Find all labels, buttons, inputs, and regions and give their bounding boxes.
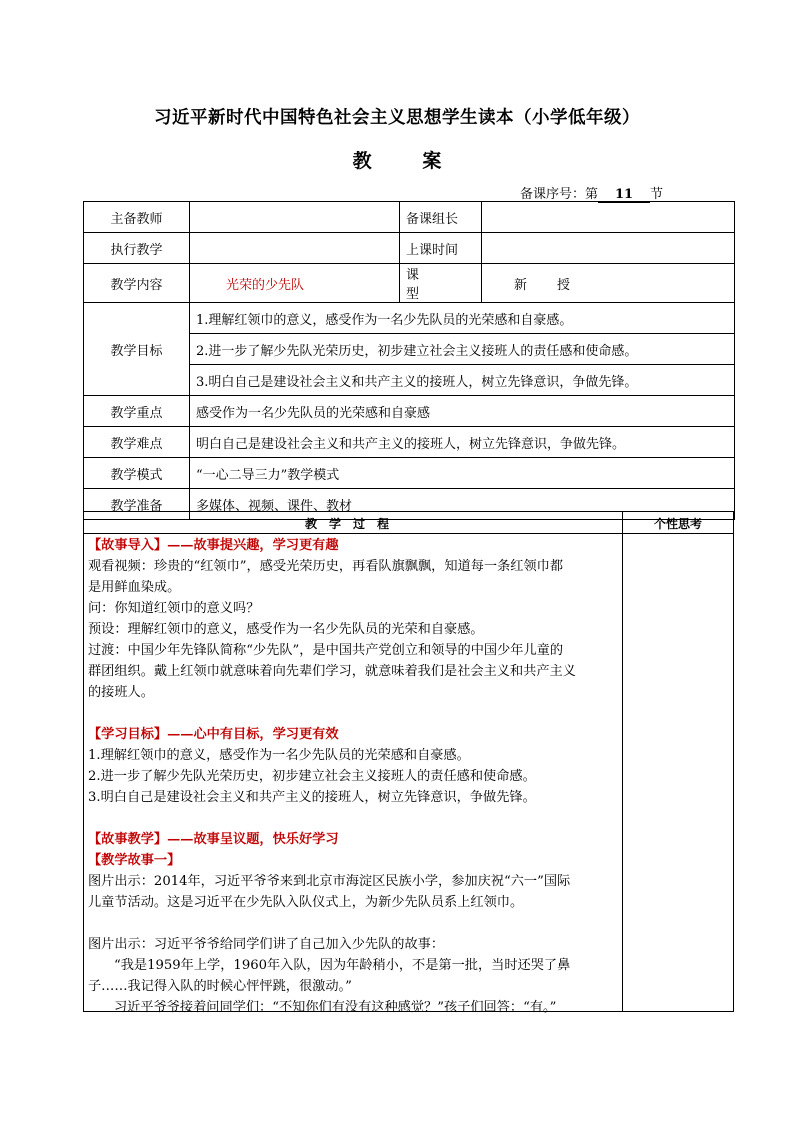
- type-label: 课型: [400, 264, 482, 303]
- paragraph-line: 2.进一步了解少先队光荣历史，初步建立社会主义接班人的责任感和使命感。: [88, 769, 536, 784]
- serial-suffix: 节: [650, 187, 664, 202]
- paragraph-line: “我是1959年上学，1960年入队，因为年龄稍小，不是第一批，当时还哭了鼻: [114, 958, 571, 973]
- table-row: [84, 264, 735, 303]
- table-row: [84, 303, 735, 334]
- document-subtitle: [0, 146, 794, 173]
- table-row: [84, 202, 735, 233]
- table-row: [84, 458, 735, 489]
- mode-value: “一心二导三力”教学模式: [190, 458, 735, 489]
- difficulty-label: 教学难点: [84, 427, 190, 458]
- paragraph-line: 过渡：中国少年先锋队简称“少先队”，是中国共产党创立和领导的中国少年儿童的: [88, 643, 564, 658]
- paragraph-line: 儿童节活动。这是习近平在少先队入队仪式上，为新少先队员系上红领巾。: [88, 895, 524, 910]
- paragraph-line: 预设：理解红领巾的意义，感受作为一名少先队员的光荣和自豪感。: [88, 622, 484, 637]
- process-heading: 教学过程: [304, 517, 401, 531]
- exec-teacher-field[interactable]: [190, 233, 400, 264]
- lesson-serial: [520, 183, 663, 203]
- class-time-field[interactable]: [482, 233, 735, 264]
- table-row: [84, 427, 735, 458]
- section-title: 【故事导入】——故事提兴趣，学习更有趣: [88, 538, 339, 553]
- exec-teacher-label: 执行教学: [84, 233, 190, 264]
- paragraph-line: 图片出示：2014年，习近平爷爷来到北京市海淀区民族小学，参加庆祝“六一”国际: [88, 874, 571, 889]
- mode-label: 教学模式: [84, 458, 190, 489]
- paragraph-line: 观看视频：珍贵的“红领巾”，感受光荣历史，再看队旗飘飘，知道每一条红领巾都: [88, 559, 564, 574]
- prep-value: 多媒体、视频、课件、教材: [190, 489, 735, 520]
- lead-teacher-label: 主备教师: [84, 202, 190, 233]
- group-leader-field[interactable]: [482, 202, 735, 233]
- section-subtitle: 【教学故事一】: [88, 853, 181, 868]
- key-point-label: 教学重点: [84, 396, 190, 427]
- paragraph-line: 1.理解红领巾的意义，感受作为一名少先队员的光荣感和自豪感。: [88, 748, 470, 763]
- paragraph-line: 是用鲜血染成。: [88, 580, 181, 595]
- goal-item: 1.理解红领巾的意义，感受作为一名少先队员的光荣感和自豪感。: [190, 303, 735, 334]
- content-label: 教学内容: [84, 264, 190, 303]
- serial-prefix: 备课序号：第: [520, 187, 599, 202]
- lead-teacher-field[interactable]: [190, 202, 400, 233]
- paragraph-line: 习近平爷爷接着问同学们：“不知你们有没有这种感觉？”孩子们回答：“有。”: [114, 1000, 557, 1015]
- subtitle-char-1: 教: [352, 150, 372, 172]
- document-title: 习近平新时代中国特色社会主义思想学生读本（小学低年级）: [154, 108, 640, 128]
- table-row: [84, 233, 735, 264]
- content-value: 光荣的少先队: [190, 264, 400, 303]
- subtitle-char-2: 案: [422, 150, 442, 172]
- table-row: [84, 396, 735, 427]
- process-header: [84, 512, 733, 534]
- difficulty-value: 明白自己是建设社会主义和共产主义的接班人，树立先锋意识，争做先锋。: [190, 427, 735, 458]
- paragraph-line: 3.明白自己是建设社会主义和共产主义的接班人，树立先锋意识，争做先锋。: [88, 790, 536, 805]
- goal-item: 3.明白自己是建设社会主义和共产主义的接班人，树立先锋意识，争做先锋。: [190, 365, 735, 396]
- reflection-heading: 个性思考: [653, 517, 702, 531]
- paragraph-line: 图片出示：习近平爷爷给同学们讲了自己加入少先队的故事：: [88, 937, 445, 952]
- paragraph-line: 群团组织。戴上红领巾就意味着向先辈们学习，就意味着我们是社会主义和共产主义: [88, 664, 576, 679]
- paragraph-line: 问：你知道红领巾的意义吗？: [88, 601, 260, 616]
- group-leader-label: 备课组长: [400, 202, 482, 233]
- goals-label: 教学目标: [84, 303, 190, 396]
- serial-number: 11: [598, 188, 650, 203]
- section-title: 【故事教学】——故事呈议题，快乐好学习: [88, 832, 339, 847]
- paragraph-line: 子……我记得入队的时候心怦怦跳，很激动。”: [88, 979, 352, 994]
- class-time-label: 上课时间: [400, 233, 482, 264]
- teaching-process-section: [83, 511, 734, 1015]
- process-content: [88, 535, 616, 1018]
- goal-item: 2.进一步了解少先队光荣历史，初步建立社会主义接班人的责任感和使命感。: [190, 334, 735, 365]
- key-point-value: 感受作为一名少先队员的光荣感和自豪感: [190, 396, 735, 427]
- lesson-info-table: [83, 201, 735, 520]
- prep-label: 教学准备: [84, 489, 190, 520]
- section-title: 【学习目标】——心中有目标，学习更有效: [88, 727, 339, 742]
- type-value: 新授: [482, 264, 735, 303]
- paragraph-line: 的接班人。: [88, 685, 154, 700]
- column-divider: [622, 512, 623, 1011]
